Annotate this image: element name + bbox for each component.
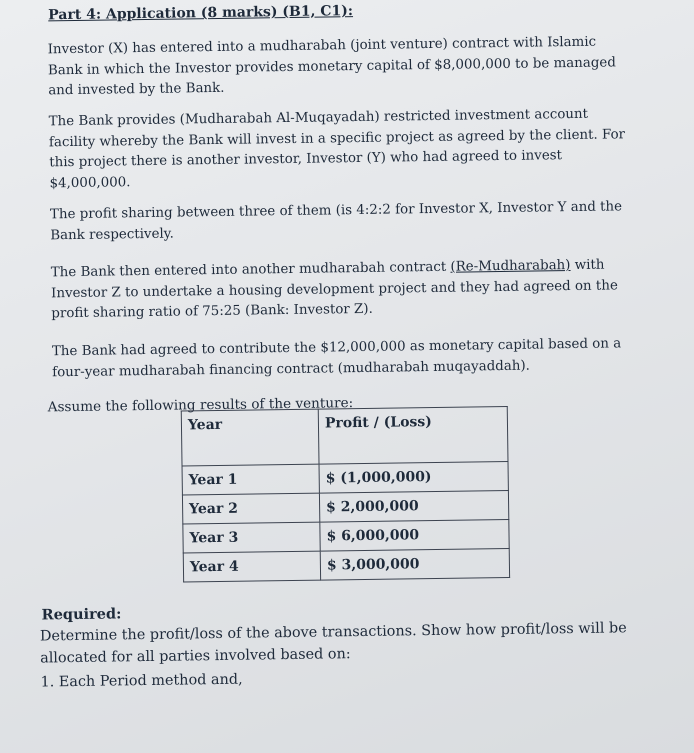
table-row: [182, 461, 508, 495]
required-text: Determine the profit/loss of the above transactions. Show how profit/loss will be allocated for all parties involved based on:: [39, 620, 627, 667]
cell-year: Year 1: [182, 464, 319, 495]
cell-year: Year 3: [183, 522, 320, 553]
cell-profit: $ 2,000,000: [319, 490, 508, 522]
cell-year: Year 2: [182, 493, 319, 524]
paragraph-bank-contribution: The Bank had agreed to contribute the $12,000,000 as monetary capital based on a four-year mudharabah financing contract (mudharabah muqayaddah).: [51, 336, 622, 380]
venture-results-table: [181, 406, 510, 583]
table-row: [183, 519, 509, 553]
paragraph-re-mudharabah: [51, 255, 637, 325]
paragraph-re-mudharabah-end: with Investor Z to undertake a housing development project and they had agreed on the profit sharing ratio of 75:25 (Bank: Investor Z).: [50, 257, 618, 322]
cell-year: Year 4: [183, 551, 320, 582]
list-item: 1. Each Period method and,: [40, 671, 243, 691]
cell-profit: $ 3,000,000: [320, 548, 509, 580]
header-year: Year: [181, 409, 319, 466]
header-profit-loss: Profit / (Loss): [318, 406, 508, 464]
section-heading: Part 4: Application (8 marks) (B1, C1):: [48, 3, 354, 24]
paragraph-investor-x: Investor (X) has entered into a mudharabah (joint venture) contract with Islamic Bank in which the Investor provides monetary capital of $8,000,000 to be managed and invested by the Bank.: [47, 34, 616, 99]
required-label: Required:: [41, 605, 122, 624]
table-row: [183, 548, 509, 582]
table-header-row: [181, 406, 508, 466]
cell-profit: $ (1,000,000): [319, 461, 508, 493]
paragraph-re-mudharabah-start: The Bank then entered into another mudharabah contract: [50, 259, 451, 281]
re-mudharabah-term: (Re-Mudharabah): [450, 258, 571, 275]
cell-profit: $ 6,000,000: [320, 519, 509, 551]
table-row: [182, 490, 508, 524]
paragraph-restricted-account: The Bank provides (Mudharabah Al-Muqayadah) restricted investment account facility whereby the Bank will invest in a specific project as agreed by the client. For this project there is another investor, Investor (Y) who had agreed to invest $4,000,000.: [48, 106, 626, 191]
paragraph-profit-sharing: The profit sharing between three of them (is 4:2:2 for Investor X, Investor Y and the Bank respectively.: [49, 199, 623, 243]
results-intro: Assume the following results of the venture:: [47, 395, 354, 416]
